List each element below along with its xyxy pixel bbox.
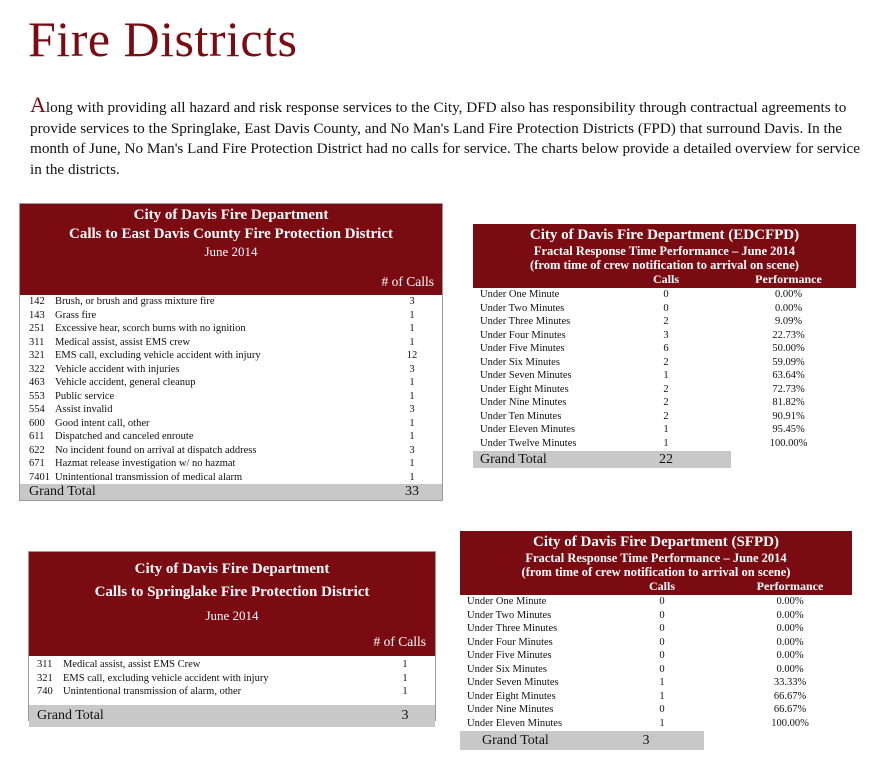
table-row	[29, 376, 442, 390]
incident-description: Medical assist, assist EMS crew	[55, 336, 191, 348]
table-row	[467, 690, 852, 704]
call-count-cell: 2	[663, 383, 669, 395]
call-count-cell: 1	[409, 417, 415, 429]
grand-total-row	[20, 484, 442, 500]
table-subtitle: Fractal Response Time Performance – June 2014	[525, 551, 787, 565]
table-header	[29, 552, 435, 656]
grand-total-value: 33	[405, 484, 419, 499]
time-band-cell: Under Four Minutes	[467, 636, 553, 648]
performance-cell: 66.67%	[773, 704, 807, 715]
call-count-cell: 0	[659, 596, 665, 607]
time-band-cell: Under Five Minutes	[480, 343, 565, 354]
call-count-cell: 1	[409, 431, 415, 442]
incident-description: Brush, or brush and grass mixture fire	[55, 296, 215, 307]
call-count-cell: 3	[409, 404, 415, 415]
table-row	[467, 717, 852, 731]
incident-type-cell	[29, 471, 382, 485]
incident-description: Hazmat release investigation w/ no hazmat	[55, 458, 236, 469]
incident-type-cell	[29, 309, 382, 323]
time-band-cell: Under Two Minutes	[467, 609, 552, 621]
table-row	[29, 363, 442, 377]
column-header-calls: Calls	[652, 272, 679, 286]
table-row	[480, 302, 856, 316]
performance-cell: 90.91%	[772, 410, 805, 422]
performance-cell: 0.00%	[776, 623, 804, 634]
call-count-cell: 1	[409, 377, 415, 388]
incident-description: EMS call, excluding vehicle accident with injury	[55, 350, 261, 361]
table-title: City of Davis Fire Department	[134, 561, 330, 577]
incident-type-cell	[37, 672, 375, 686]
performance-cell: 0.00%	[776, 663, 804, 675]
table-row	[467, 663, 852, 677]
table-row	[29, 430, 442, 444]
table-body	[473, 288, 856, 450]
call-count-cell: 1	[663, 437, 669, 449]
incident-description: Grass fire	[55, 309, 97, 321]
time-band-cell: Under Eleven Minutes	[480, 424, 576, 435]
incident-description: Unintentional transmission of medical alarm	[55, 471, 243, 483]
grand-total-label: Grand Total	[480, 451, 547, 467]
incident-type-cell	[29, 363, 382, 377]
table-row	[29, 336, 442, 350]
incident-description: Vehicle accident with injuries	[55, 363, 180, 375]
call-count-cell: 1	[402, 686, 408, 697]
incident-type-cell	[37, 685, 375, 699]
time-band-cell: Under Twelve Minutes	[480, 437, 577, 449]
call-count-cell: 1	[402, 672, 408, 684]
call-count-cell: 1	[409, 471, 415, 483]
call-count-cell: 6	[663, 343, 669, 354]
table-row	[29, 444, 442, 458]
grand-total-row	[29, 705, 435, 727]
column-headers	[473, 272, 856, 288]
incident-code: 142	[29, 296, 45, 307]
call-count-cell: 1	[663, 370, 669, 381]
time-band-cell: Under Three Minutes	[480, 316, 571, 327]
call-count-cell: 0	[663, 302, 669, 314]
incident-code: 321	[37, 672, 53, 684]
table-body	[20, 295, 442, 484]
grand-total-value: 3	[401, 707, 409, 723]
performance-cell: 9.09%	[774, 316, 803, 327]
performance-cell: 59.09%	[772, 356, 805, 368]
table-row	[480, 329, 856, 343]
performance-cell: 66.67%	[773, 690, 807, 702]
incident-description: Assist invalid	[55, 404, 113, 415]
performance-cell: 0.00%	[776, 636, 804, 648]
incident-description: Medical assist, assist EMS Crew	[63, 659, 201, 670]
time-band-cell: Under Nine Minutes	[467, 704, 554, 715]
performance-cell: 72.73%	[772, 383, 805, 395]
call-count-cell: 1	[409, 458, 415, 469]
column-header-calls: Calls	[648, 579, 675, 593]
incident-code: 311	[29, 336, 45, 348]
call-count-cell: 2	[663, 356, 669, 368]
performance-cell: 100.00%	[771, 717, 809, 729]
call-count-cell: 1	[659, 690, 665, 702]
table-row	[29, 322, 442, 336]
column-header-calls: # of Calls	[381, 274, 434, 289]
performance-cell: 22.73%	[772, 329, 805, 341]
incident-type-cell	[29, 322, 382, 336]
performance-cell: 0.00%	[776, 596, 804, 607]
table-row	[467, 649, 852, 663]
incident-code: 322	[29, 363, 45, 375]
table-row	[480, 369, 856, 383]
call-count-cell: 0	[659, 650, 665, 661]
incident-description: Vehicle accident, general cleanup	[55, 377, 196, 388]
incident-code: 311	[37, 659, 53, 670]
table-row	[37, 658, 435, 672]
time-band-cell: Under Seven Minutes	[480, 370, 572, 381]
performance-cell: 50.00%	[772, 343, 805, 354]
sfpd-performance-table	[460, 531, 852, 760]
performance-cell: 100.00%	[769, 437, 808, 449]
performance-cell: 0.00%	[774, 289, 803, 300]
grand-total-row	[460, 731, 704, 750]
table-row	[467, 636, 852, 650]
table-note: (from time of crew notification to arrival on scene)	[521, 565, 791, 579]
table-subtitle: June 2014	[205, 608, 259, 623]
incident-type-cell	[29, 457, 382, 471]
call-count-cell: 3	[409, 296, 415, 307]
call-count-cell: 1	[409, 336, 415, 348]
table-row	[467, 703, 852, 717]
time-band-cell: Under Six Minutes	[480, 356, 560, 368]
call-count-cell: 2	[663, 410, 669, 422]
table-header	[473, 224, 856, 288]
incident-description: Unintentional transmission of alarm, other	[63, 686, 242, 697]
intro-dropcap: A	[30, 92, 46, 117]
table-row	[480, 437, 856, 451]
column-header-performance: Performance	[755, 272, 822, 286]
time-band-cell: Under Five Minutes	[467, 650, 552, 661]
intro-text: long with providing all hazard and risk response services to the City, DFD also has responsibility through contractual agreements to provide services to the Springlake, East Davis County, and No Man's Land Fire Protection Districts (FPD) that surround Davis. In the month of June, No Man's Land Fire Protection District had no calls for service. The charts below provide a detailed overview for service in the districts.	[30, 99, 860, 178]
table-row	[29, 471, 442, 485]
column-headers	[460, 579, 852, 595]
incident-type-cell	[29, 444, 382, 458]
incident-type-cell	[37, 658, 375, 672]
intro-paragraph	[30, 92, 860, 180]
table-row	[29, 349, 442, 363]
incident-description: Dispatched and canceled enroute	[55, 431, 194, 442]
call-count-cell: 3	[409, 444, 415, 456]
incident-code: 7401	[29, 471, 50, 483]
incident-description: Good intent call, other	[55, 417, 150, 429]
time-band-cell: Under Ten Minutes	[480, 410, 562, 422]
table-row	[467, 622, 852, 636]
time-band-cell: Under Nine Minutes	[480, 397, 567, 408]
incident-type-cell	[29, 376, 382, 390]
time-band-cell: Under Seven Minutes	[467, 677, 559, 688]
incident-code: 611	[29, 431, 45, 442]
performance-cell: 63.64%	[772, 370, 805, 381]
table-subtitle: Fractal Response Time Performance – June 2014	[533, 244, 796, 258]
table-row	[29, 403, 442, 417]
table-title-2: Calls to Springlake Fire Protection District	[94, 584, 370, 600]
grand-total-value: 22	[659, 451, 673, 467]
call-count-cell: 0	[659, 704, 665, 715]
table-row	[29, 417, 442, 431]
incident-type-cell	[29, 417, 382, 431]
incident-code: 671	[29, 458, 45, 469]
page-title: Fire Districts	[28, 11, 298, 67]
call-count-cell: 1	[663, 424, 669, 435]
incident-code: 463	[29, 377, 45, 388]
table-body	[29, 656, 435, 701]
performance-cell: 33.33%	[773, 677, 807, 688]
edcfpd-performance-table	[473, 224, 856, 479]
incident-description: Excessive hear, scorch burns with no ignition	[55, 323, 246, 334]
table-row	[29, 390, 442, 404]
table-row	[29, 309, 442, 323]
table-row	[29, 457, 442, 471]
time-band-cell: Under Two Minutes	[480, 302, 565, 314]
grand-total-row	[473, 451, 731, 468]
time-band-cell: Under Eight Minutes	[467, 690, 556, 702]
incident-type-cell	[29, 336, 382, 350]
table-row	[467, 609, 852, 623]
table-row	[480, 288, 856, 302]
table-row	[480, 356, 856, 370]
call-count-cell: 0	[663, 289, 669, 300]
incident-type-cell	[29, 403, 382, 417]
table-row	[467, 595, 852, 609]
performance-cell: 81.82%	[772, 397, 805, 408]
table-row	[29, 295, 442, 309]
table-row	[480, 383, 856, 397]
call-count-cell: 1	[409, 323, 415, 334]
time-band-cell: Under One Minute	[467, 596, 547, 607]
incident-description: EMS call, excluding vehicle accident with injury	[63, 672, 269, 684]
call-count-cell: 3	[663, 329, 669, 341]
table-header	[460, 531, 852, 595]
incident-code: 554	[29, 404, 45, 415]
incident-type-cell	[29, 430, 382, 444]
performance-cell: 95.45%	[772, 424, 805, 435]
table-title: City of Davis Fire Department (SFPD)	[533, 534, 779, 550]
time-band-cell: Under Eleven Minutes	[467, 717, 563, 729]
table-body	[460, 595, 852, 730]
performance-cell: 0.00%	[776, 650, 804, 661]
grand-total-label: Grand Total	[29, 484, 96, 499]
time-band-cell: Under Three Minutes	[467, 623, 558, 634]
time-band-cell: Under Four Minutes	[480, 329, 566, 341]
call-count-cell: 1	[659, 677, 665, 688]
call-count-cell: 1	[409, 309, 415, 321]
table-header	[20, 204, 442, 295]
time-band-cell: Under Six Minutes	[467, 663, 547, 675]
call-count-cell: 0	[659, 663, 665, 675]
grand-total-value: 3	[642, 732, 650, 748]
table-row	[480, 410, 856, 424]
grand-total-label: Grand Total	[37, 707, 104, 723]
time-band-cell: Under One Minute	[480, 289, 560, 300]
table-subtitle: June 2014	[204, 244, 258, 259]
call-count-cell: 3	[409, 363, 415, 375]
table-row	[480, 423, 856, 437]
performance-cell: 0.00%	[776, 609, 804, 621]
call-count-cell: 12	[406, 350, 418, 361]
table-row	[480, 342, 856, 356]
incident-type-cell	[29, 349, 382, 363]
time-band-cell: Under Eight Minutes	[480, 383, 569, 395]
incident-type-cell	[29, 295, 382, 309]
table-note: (from time of crew notification to arrival on scene)	[530, 258, 799, 272]
table-title: City of Davis Fire Department	[133, 207, 329, 223]
column-header-calls: # of Calls	[373, 634, 426, 649]
call-count-cell: 0	[659, 623, 665, 634]
table-row	[480, 396, 856, 410]
call-count-cell: 0	[659, 636, 665, 648]
incident-type-cell	[29, 390, 382, 404]
incident-code: 600	[29, 417, 45, 429]
call-count-cell: 1	[409, 390, 415, 402]
table-title: City of Davis Fire Department (EDCFPD)	[529, 227, 800, 243]
incident-code: 143	[29, 309, 45, 321]
incident-code: 251	[29, 323, 45, 334]
incident-code: 321	[29, 350, 45, 361]
column-header-performance: Performance	[756, 579, 824, 593]
table-title-2: Calls to East Davis County Fire Protection District	[69, 226, 393, 242]
east-davis-calls-table	[19, 203, 443, 501]
springlake-calls-table	[28, 551, 436, 721]
incident-code: 622	[29, 444, 45, 456]
table-row	[480, 315, 856, 329]
performance-cell: 0.00%	[774, 302, 803, 314]
incident-code: 553	[29, 390, 45, 402]
call-count-cell: 0	[659, 609, 665, 621]
call-count-cell: 2	[663, 397, 669, 408]
table-row	[37, 685, 435, 699]
call-count-cell: 1	[402, 659, 408, 670]
table-row	[37, 672, 435, 686]
call-count-cell: 2	[663, 316, 669, 327]
incident-code: 740	[37, 686, 53, 697]
incident-description: No incident found on arrival at dispatch address	[55, 444, 257, 456]
call-count-cell: 1	[659, 717, 665, 729]
grand-total-label: Grand Total	[482, 732, 549, 748]
incident-description: Public service	[55, 390, 115, 402]
table-row	[467, 676, 852, 690]
